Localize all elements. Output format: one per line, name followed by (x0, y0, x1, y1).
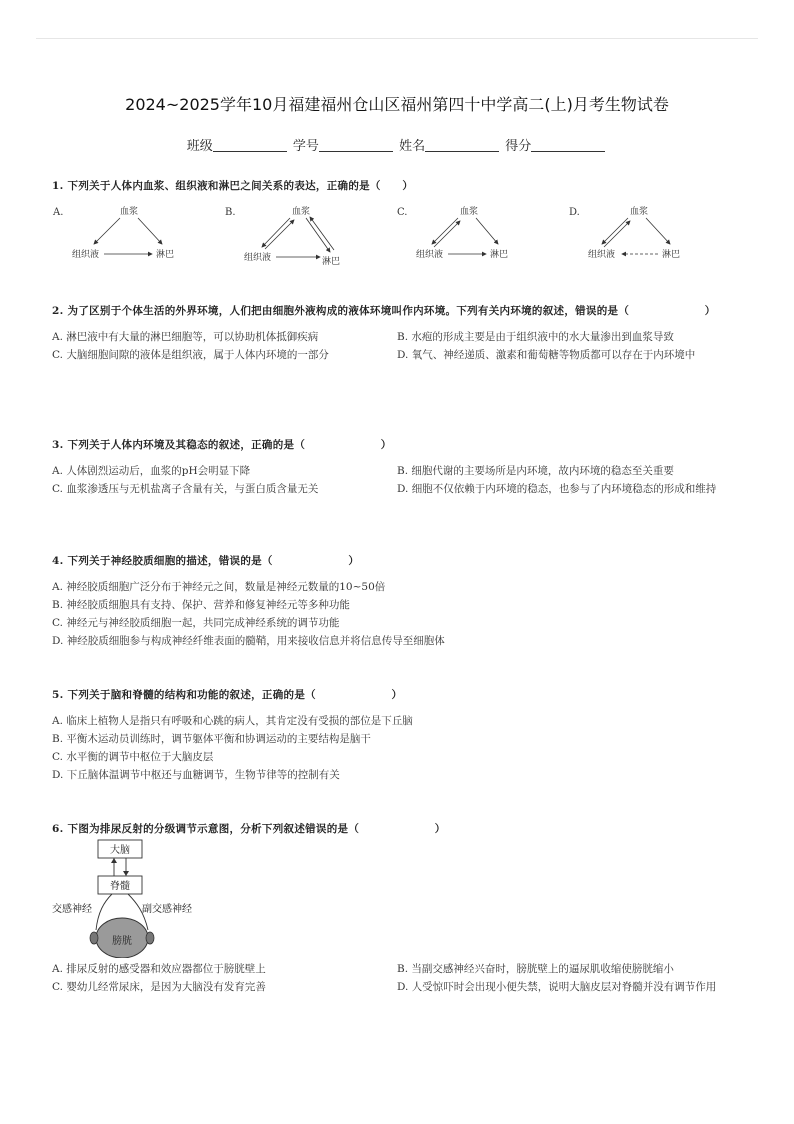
lymph-label: 淋巴 (156, 250, 175, 260)
option-letter: C. (397, 207, 408, 218)
option-a[interactable]: A. 淋巴液中有大量的淋巴细胞等，可以协助机体抵御疾病 (52, 331, 319, 343)
tissue-fluid-label: 组织液 (416, 250, 444, 260)
plasma-label: 血浆 (120, 207, 139, 217)
tissue-fluid-label: 组织液 (72, 250, 100, 260)
question-5 (52, 686, 742, 784)
q1-option-a[interactable] (52, 202, 202, 268)
number-label: 学号 (292, 139, 319, 154)
option-b[interactable]: B. 平衡木运动员训练时，调节躯体平衡和协调运动的主要结构是脑干 (52, 733, 371, 745)
reflex-diagram (52, 838, 212, 962)
options-grid (52, 462, 742, 498)
q1-option-d[interactable] (568, 202, 718, 268)
page-title: 2024~2025学年10月福建福州仓山区福州第四十中学高二(上)月考生物试卷 (125, 95, 669, 114)
tissue-fluid-label: 组织液 (244, 253, 272, 263)
options-grid (52, 328, 742, 364)
class-label: 班级 (186, 139, 213, 154)
question-stem: 1. 下列关于人体内血浆、组织液和淋巴之间关系的表达，正确的是（ ） (52, 180, 414, 192)
option-a[interactable]: A. 临床上植物人是指只有呼吸和心跳的病人，其肯定没有受损的部位是下丘脑 (52, 715, 413, 727)
question-2 (52, 302, 742, 364)
option-d[interactable]: D. 人受惊吓时会出现小便失禁，说明大脑皮层对脊髓并没有调节作用 (397, 981, 717, 993)
plasma-label: 血浆 (630, 207, 649, 217)
option-letter: D. (569, 207, 580, 218)
name-label: 姓名 (399, 139, 426, 154)
option-d[interactable]: D. 神经胶质细胞参与构成神经纤维表面的髓鞘，用来接收信息并将信息传导至细胞体 (52, 635, 445, 647)
option-b[interactable]: B. 水疱的形成主要是由于组织液中的水大量渗出到血浆导致 (397, 331, 674, 343)
option-c[interactable]: C. 婴幼儿经常尿床，是因为大脑没有发育完善 (52, 981, 266, 993)
question-stem: 4. 下列关于神经胶质细胞的描述，错误的是（ ） (52, 555, 360, 567)
parasympathetic-label: 副交感神经 (142, 904, 192, 915)
option-c[interactable]: C. 水平衡的调节中枢位于大脑皮层 (52, 751, 214, 763)
option-b[interactable]: B. 神经胶质细胞具有支持、保护、营养和修复神经元等多种功能 (52, 599, 350, 611)
question-stem: 6. 下图为排尿反射的分级调节示意图，分析下列叙述错误的是（ ） (52, 823, 446, 835)
q1-option-c[interactable] (396, 202, 546, 268)
question-6 (52, 820, 742, 838)
option-b[interactable]: B. 细胞代谢的主要场所是内环境，故内环境的稳态至关重要 (397, 465, 674, 477)
question-stem: 2. 为了区别于个体生活的外界环境，人们把由细胞外液构成的液体环境叫作内环境。下列有关内环境的叙述，错误的是（ ） (52, 305, 716, 317)
number-blank[interactable] (319, 137, 393, 152)
score-label: 得分 (505, 139, 532, 154)
option-letter: A. (53, 207, 64, 218)
question-3 (52, 436, 742, 498)
option-c[interactable]: C. 血浆渗透压与无机盐离子含量有关，与蛋白质含量无关 (52, 483, 319, 495)
lymph-label: 淋巴 (662, 250, 681, 260)
spinal-cord-label: 脊髓 (110, 881, 130, 892)
name-blank[interactable] (425, 137, 499, 152)
option-d[interactable]: D. 氧气、神经递质、激素和葡萄糖等物质都可以存在于内环境中 (397, 349, 696, 361)
question-stem: 5. 下列关于脑和脊髓的结构和功能的叙述，正确的是（ ） (52, 689, 403, 701)
lymph-label: 淋巴 (322, 257, 341, 267)
question-4 (52, 552, 742, 650)
student-info-line (0, 135, 794, 154)
option-a[interactable]: A. 排尿反射的感受器和效应器都位于膀胱壁上 (52, 963, 266, 975)
option-c[interactable]: C. 大脑细胞间隙的液体是组织液，属于人体内环境的一部分 (52, 349, 329, 361)
brain-label: 大脑 (110, 845, 130, 856)
option-letter: B. (225, 207, 236, 218)
q1-option-b[interactable] (224, 202, 374, 272)
option-a[interactable]: A. 神经胶质细胞广泛分布于神经元之间，数量是神经元数量的10~50倍 (52, 581, 386, 593)
plasma-label: 血浆 (292, 207, 311, 217)
option-b[interactable]: B. 当副交感神经兴奋时，膀胱壁上的逼尿肌收缩使膀胱缩小 (397, 963, 674, 975)
option-d[interactable]: D. 细胞不仅依赖于内环境的稳态，也参与了内环境稳态的形成和维持 (397, 483, 717, 495)
tissue-fluid-label: 组织液 (588, 250, 616, 260)
header-divider (36, 38, 758, 39)
question-stem: 3. 下列关于人体内环境及其稳态的叙述，正确的是（ ） (52, 439, 392, 451)
sympathetic-label: 交感神经 (52, 904, 92, 915)
plasma-label: 血浆 (460, 207, 479, 217)
options-list (52, 712, 742, 784)
question-1 (52, 177, 742, 195)
bladder-label: 膀胱 (112, 936, 132, 947)
option-d[interactable]: D. 下丘脑体温调节中枢还与血糖调节，生物节律等的控制有关 (52, 769, 340, 781)
options-list (52, 578, 742, 650)
score-blank[interactable] (531, 137, 605, 152)
option-c[interactable]: C. 神经元与神经胶质细胞一起，共同完成神经系统的调节功能 (52, 617, 340, 629)
options-grid (52, 960, 742, 996)
question-6-options (52, 960, 742, 996)
class-blank[interactable] (213, 137, 287, 152)
lymph-label: 淋巴 (490, 250, 509, 260)
option-a[interactable]: A. 人体剧烈运动后，血浆的pH会明显下降 (52, 465, 251, 477)
